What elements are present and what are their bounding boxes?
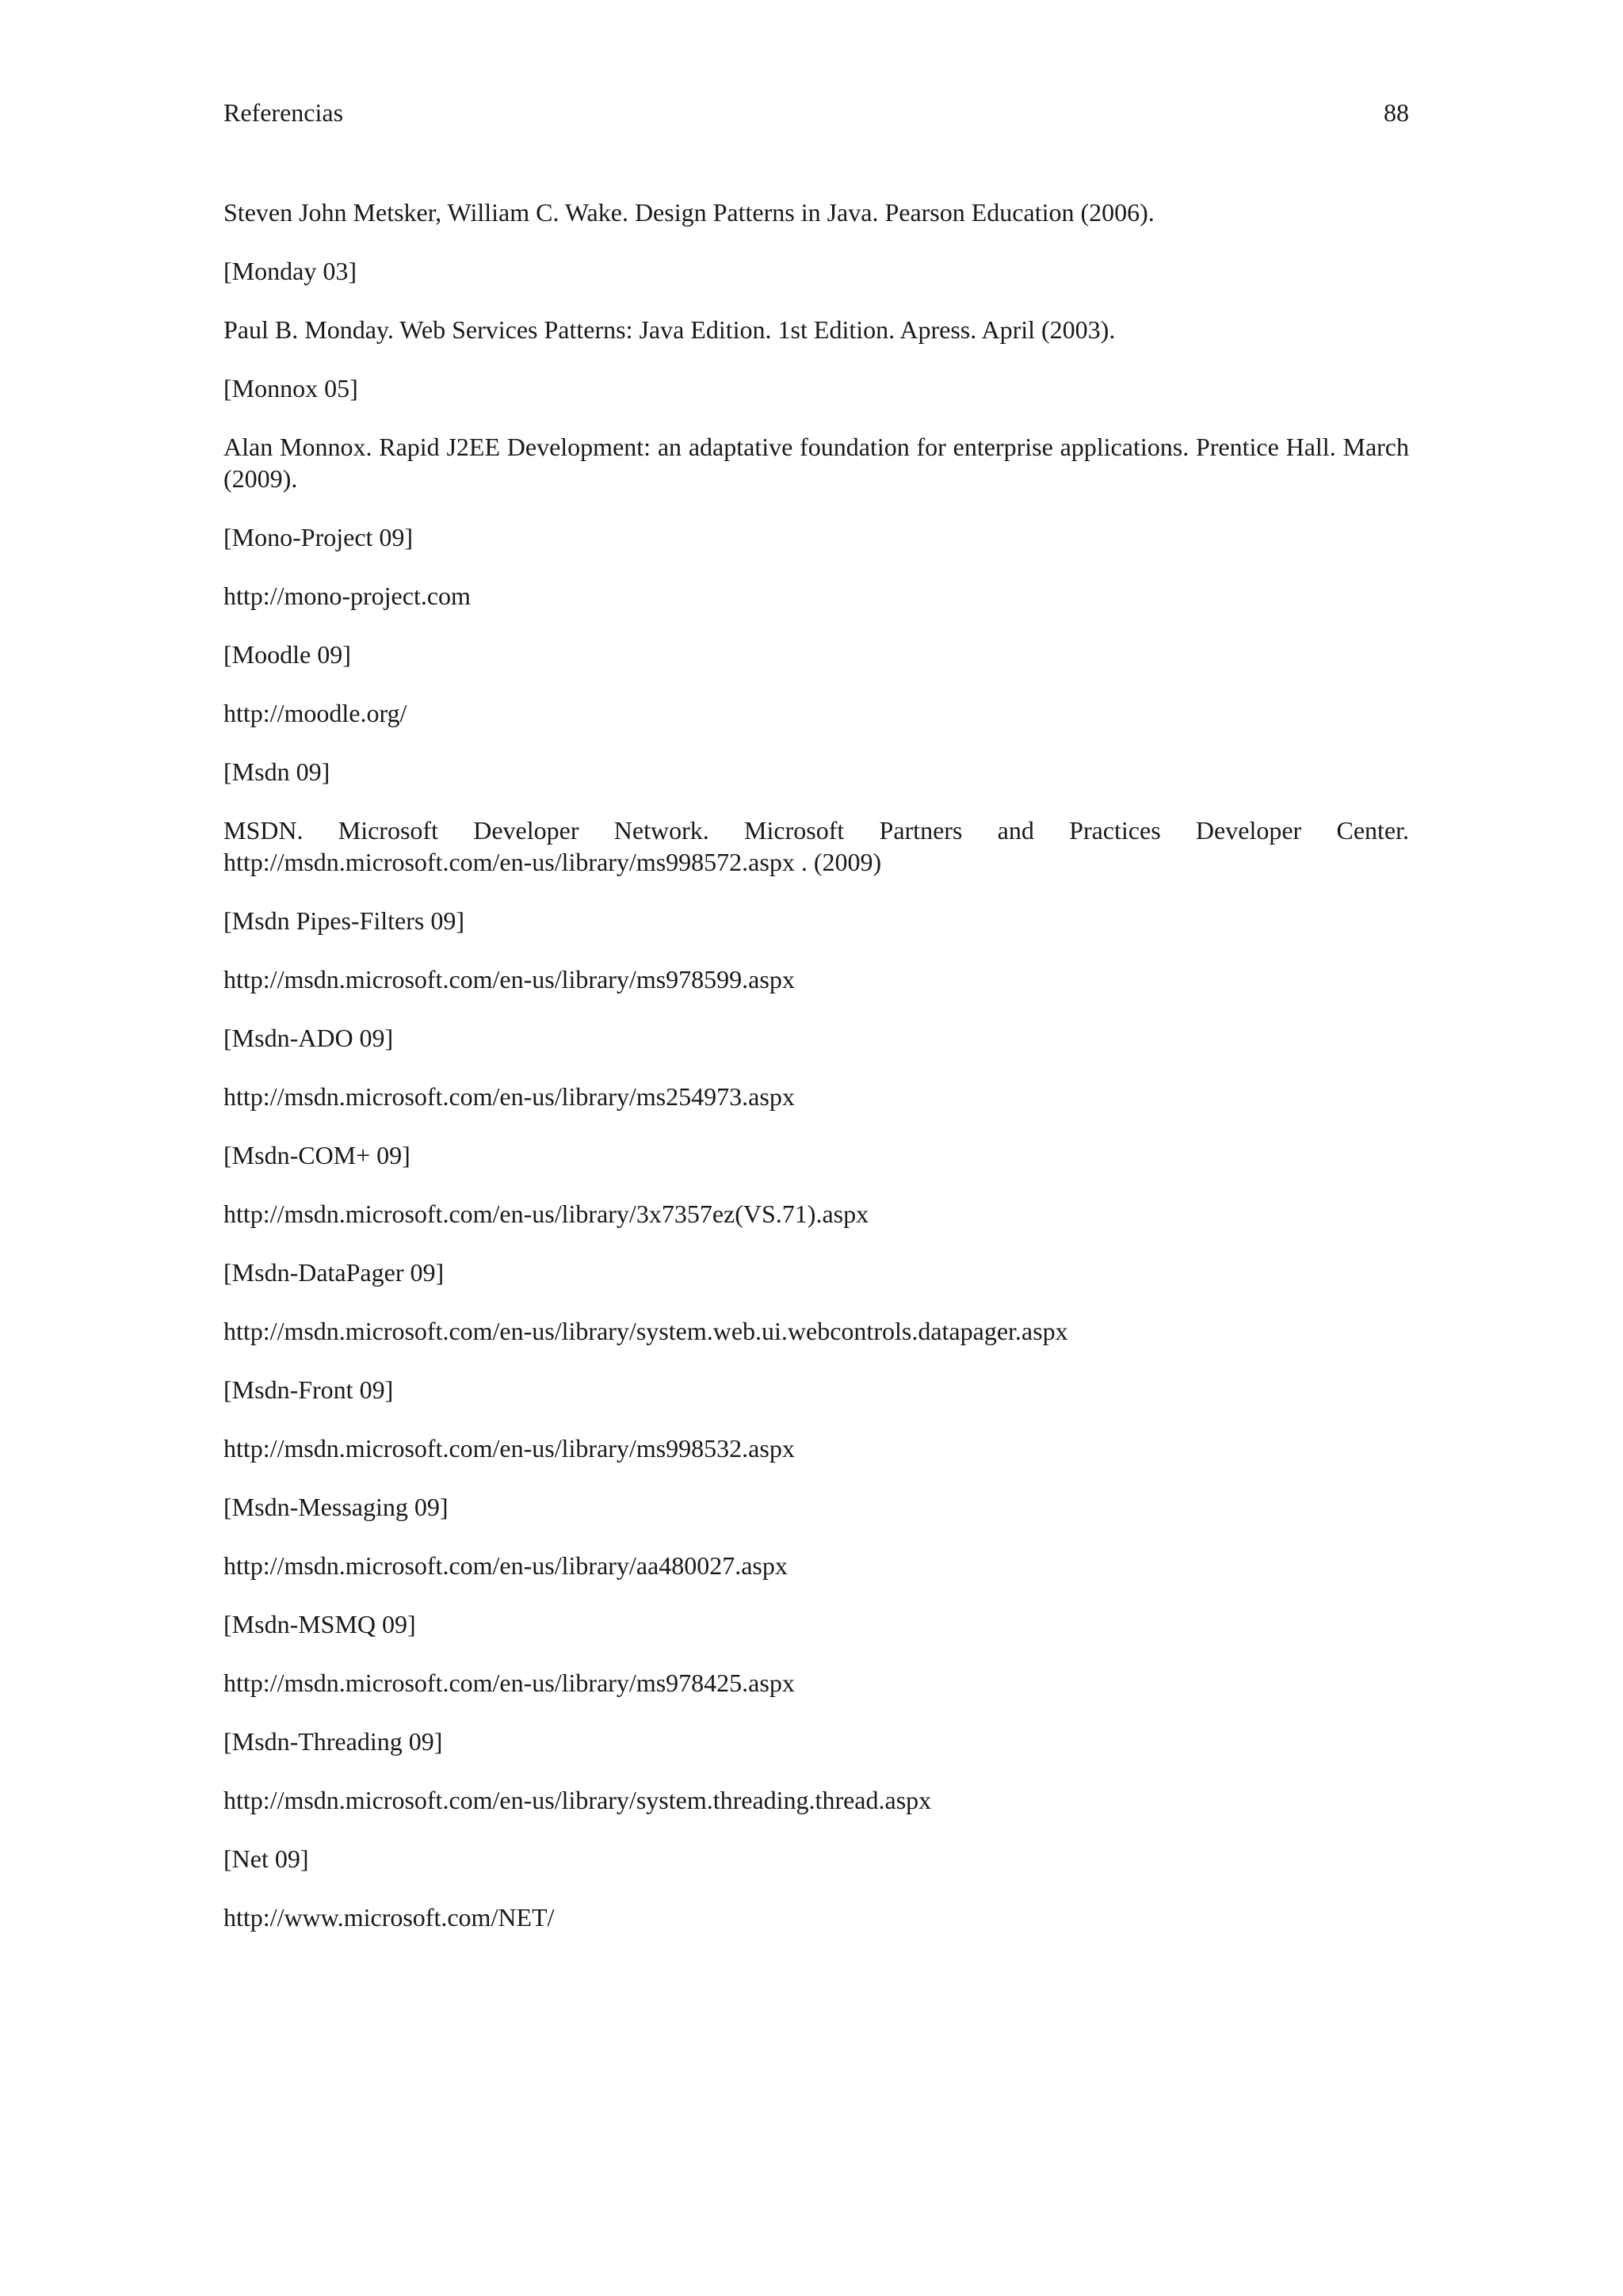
reference-url: http://msdn.microsoft.com/en-us/library/system.threading.thread.aspx — [223, 1786, 932, 1814]
reference-url: http://msdn.microsoft.com/en-us/library/system.web.ui.webcontrols.datapager.aspx — [223, 1317, 1068, 1345]
page-header — [223, 97, 1409, 128]
reference-key: [Msdn-COM+ 09] — [223, 1141, 411, 1169]
reference-key: [Mono-Project 09] — [223, 523, 414, 551]
reference-key: [Msdn Pipes-Filters 09] — [223, 906, 464, 935]
reference-url: http://www.microsoft.com/NET/ — [223, 1903, 555, 1932]
reference-key: [Moodle 09] — [223, 640, 351, 669]
reference-url: http://msdn.microsoft.com/en-us/library/3x7357ez(VS.71).aspx — [223, 1199, 869, 1228]
reference-key: [Msdn-MSMQ 09] — [223, 1610, 416, 1638]
reference-url: http://msdn.microsoft.com/en-us/library/ms978599.aspx — [223, 965, 795, 994]
reference-url: http://mono-project.com — [223, 582, 471, 610]
reference-key: [Msdn-ADO 09] — [223, 1024, 394, 1052]
reference-list — [223, 196, 1409, 1960]
reference-url: http://moodle.org/ — [223, 699, 407, 727]
reference-text: Steven John Metsker, William C. Wake. Design Patterns in Java. Pearson Education (2006). — [223, 198, 1155, 227]
reference-url: http://msdn.microsoft.com/en-us/library/ms254973.aspx — [223, 1082, 795, 1111]
reference-key: [Monnox 05] — [223, 374, 358, 402]
section-title: Referencias — [223, 98, 344, 127]
reference-text: Alan Monnox. Rapid J2EE Development: an adaptative foundation for enterprise applications. Prentice Hall. March (2009). — [223, 433, 1409, 493]
reference-key: [Monday 03] — [223, 257, 357, 285]
reference-key: [Net 09] — [223, 1844, 309, 1873]
reference-key: [Msdn 09] — [223, 757, 330, 786]
reference-url: http://msdn.microsoft.com/en-us/library/ms998532.aspx — [223, 1434, 795, 1463]
page-number: 88 — [1384, 98, 1409, 127]
reference-key: [Msdn-DataPager 09] — [223, 1258, 445, 1287]
reference-key: [Msdn-Messaging 09] — [223, 1493, 449, 1521]
reference-text: Paul B. Monday. Web Services Patterns: Java Edition. 1st Edition. Apress. April (2003). — [223, 315, 1116, 344]
reference-url: http://msdn.microsoft.com/en-us/library/ms978425.aspx — [223, 1669, 795, 1697]
reference-key: [Msdn-Threading 09] — [223, 1727, 443, 1756]
reference-url: http://msdn.microsoft.com/en-us/library/aa480027.aspx — [223, 1551, 788, 1580]
reference-key: [Msdn-Front 09] — [223, 1375, 394, 1404]
reference-text: MSDN. Microsoft Developer Network. Microsoft Partners and Practices Developer Center. http://msdn.microsoft.com/en-us/library/ms998572.aspx . (2009) — [223, 816, 1409, 876]
